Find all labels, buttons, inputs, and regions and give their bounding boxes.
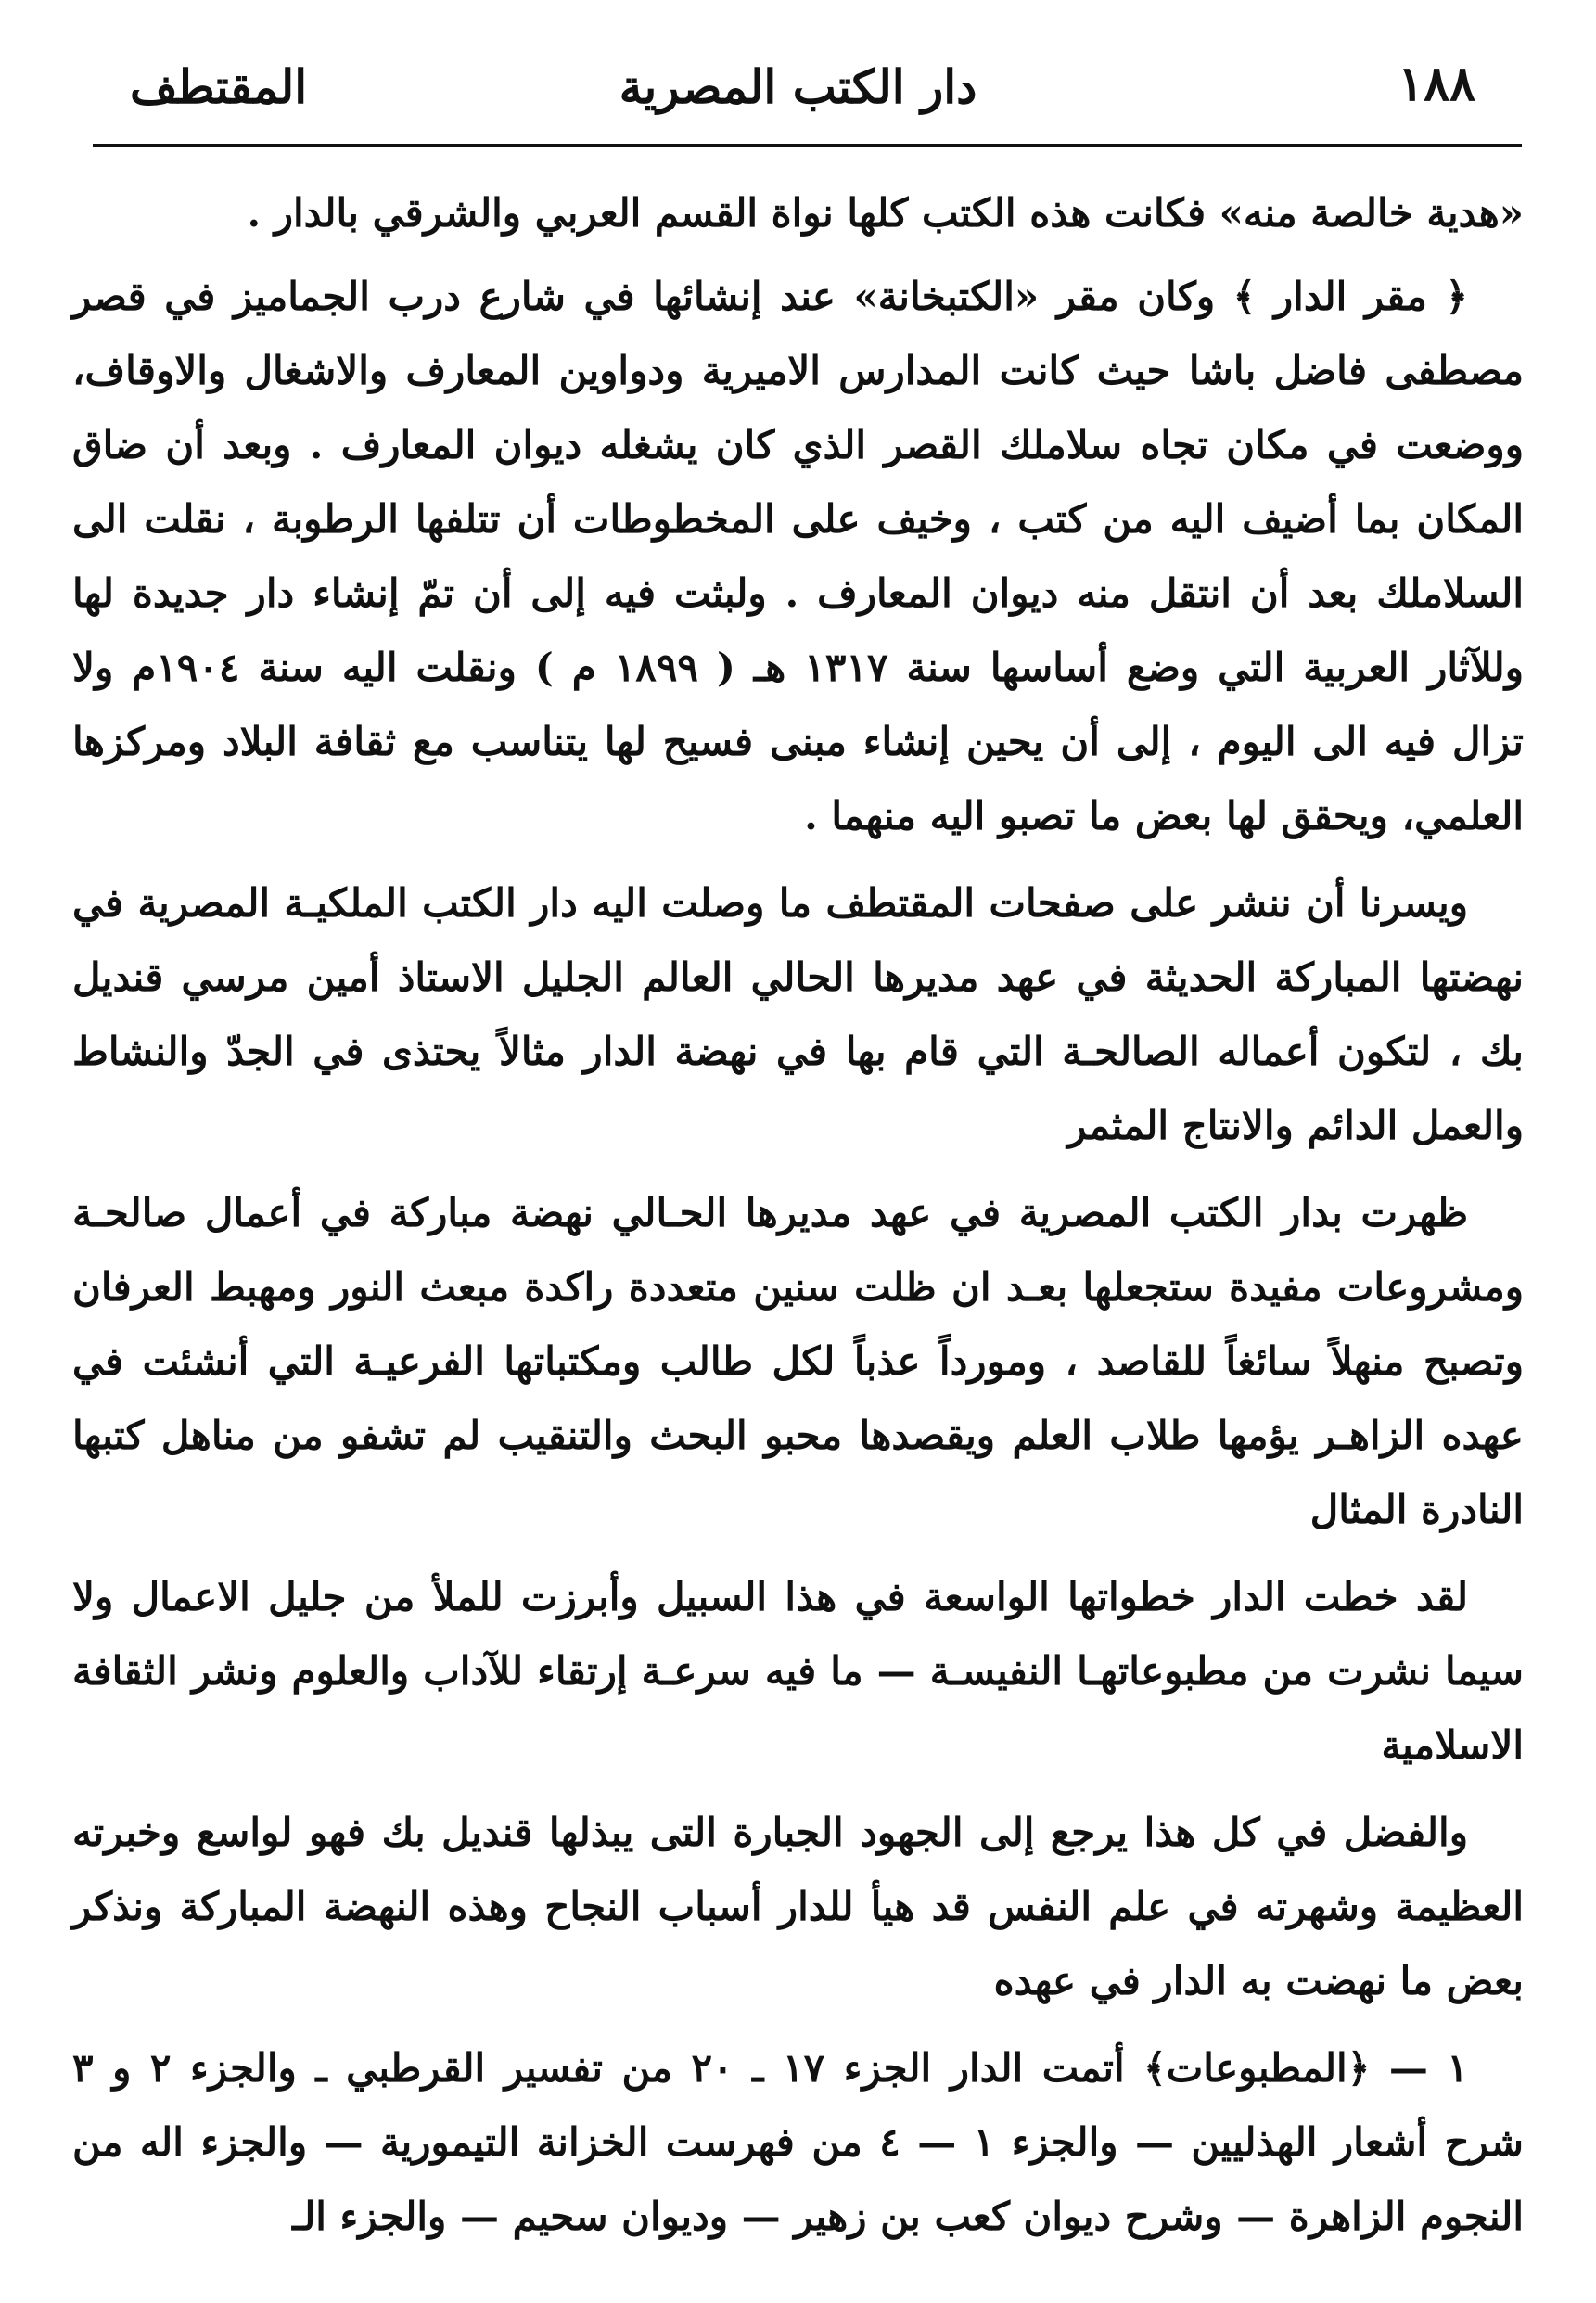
paragraph-renaissance: ظهرت بدار الكتب المصرية في عهد مديرها الحـالي نهضة مباركة في أعمال صالحـة ومشروعات مفيدة ستجعلها بعـد ان ظلت سنين متعددة راكدة مبعث النور ومهبط العرفان وتصبح منهلاً سائغاً للقاصد ، ومورداً عذباً لكل طالب ومكتباتها الفرعيـة التي أنشئت في عهده الزاهـر يؤمها طلاب العلم ويقصدها محبو البحث والتنقيب لم تشفو من مناهل كتبها النادرة المثال xyxy=(72,1190,1524,1532)
paragraph-hadiya-continuation: «هدية خالصة منه» فكانت هذه الكتب كلها نواة القسم العربي والشرقي بالدار . xyxy=(247,190,1524,236)
running-header xyxy=(93,37,1503,130)
paragraph-matbuat-list: ١ — ﴿المطبوعات﴾ أتمت الدار الجزء ١٧ ـ ٢٠ من تفسير القرطبي ـ والجزء ٢ و ٣ شرح أشعار الهذليين — والجزء ١ — ٤ من فهرست الخزانة التيمورية — والجزء اله من النجوم الزاهرة — وشرح ديوان كعب بن زهير — وديوان سحيم — والجزء الـ xyxy=(72,2045,1524,2239)
paragraph-maqar-al-dar: ﴿ مقر الدار ﴾ وكان مقر «الكتبخانة» عند إنشائها في شارع درب الجماميز في قصر مصطفى فاضل باشا حيث كانت المدارس الاميرية ودواوين المعارف والاشغال والاوقاف، ووضعت في مكان تجاه سلاملك القصر الذي كان يشغله ديوان المعارف . وبعد أن ضاق المكان بما أضيف اليه من كتب ، وخيف على المخطوطات أن تتلفها الرطوبة ، نقلت الى السلاملك بعد أن انتقل منه ديوان المعارف . ولبثت فيه إلى أن تمّ إنشاء دار جديدة لها وللآثار العربية التي وضع أساسها سنة ١٣١٧ هـ ( ١٨٩٩ م ) ونقلت اليه سنة ١٩٠٤م ولا تزال فيه الى اليوم ، إلى أن يحين إنشاء مبنى فسيح لها يتناسب مع ثقافة البلاد ومركزها العلمي، ويحقق لها بعض ما تصبو اليه منهما . xyxy=(72,274,1524,838)
page-number: ١٨٨ xyxy=(1398,56,1475,112)
article-body xyxy=(72,176,1524,2263)
header-divider xyxy=(93,144,1522,147)
header-title: دار الكتب المصرية xyxy=(619,59,977,114)
paragraph-publications-overview: لقد خطت الدار خطواتها الواسعة في هذا السبيل وأبرزت للملأ من جليل الاعمال ولا سيما نشرت من مطبوعاتهـا النفيسـة — ما فيه سرعـة إرتقاء للآداب والعلوم ونشر الثقافة الاسلامية xyxy=(72,1574,1524,1768)
paragraph-credit-director: والفضل في كل هذا يرجع إلى الجهود الجبارة التى يبذلها قنديل بك فهو لواسع وخبرته العظيمة وشهرته في علم النفس قد هيأ للدار أسباب النجاح وهذه النهضة المباركة ونذكر بعض ما نهضت به الدار في عهده xyxy=(72,1810,1524,2003)
journal-name: المقتطف xyxy=(130,59,308,114)
paragraph-introduction: ويسرنا أن ننشر على صفحات المقتطف ما وصلت اليه دار الكتب الملكيـة المصرية في نهضتها المباركة الحديثة في عهد مديرها الحالي العالم الجليل الاستاذ أمين مرسي قنديل بك ، لتكون أعماله الصالحـة التي قام بها في نهضة الدار مثالاً يحتذى في الجدّ والنشاط والعمل الدائم والانتاج المثمر xyxy=(72,880,1524,1148)
